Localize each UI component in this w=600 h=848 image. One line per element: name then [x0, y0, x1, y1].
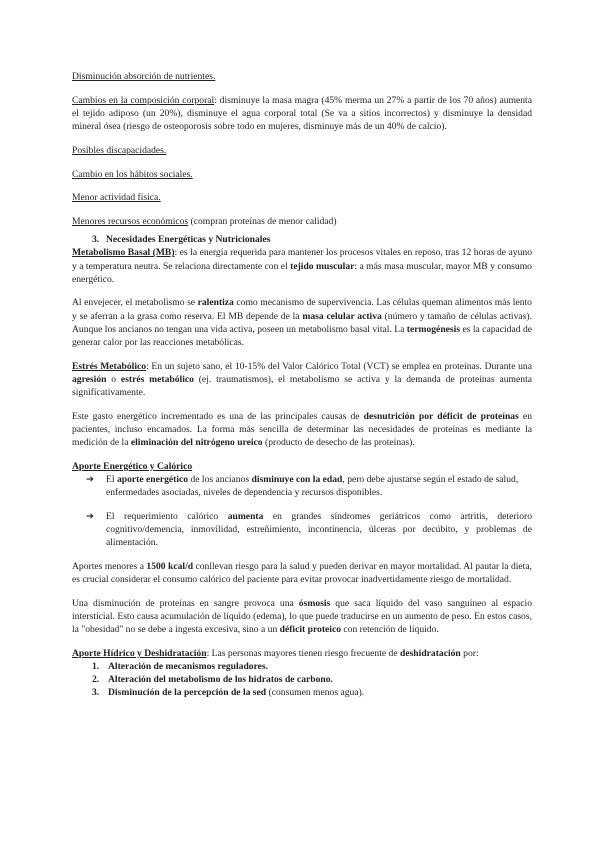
dehydration-causes-list: [72, 660, 532, 700]
arrow-icon: ➔: [86, 510, 95, 522]
arrow-icon: ➔: [86, 474, 95, 486]
metabolic-stress-paragraph: Estrés Metabólico: En un sujeto sano, el 10-15% del Valor Calórico Total (VCT) se emplea en proteínas. Durante una agresión o estrés metabólico (ej. traumatismos), el metabolismo se activa y la demanda de proteínas aumenta significativamente.: [72, 360, 532, 399]
list-item: ➔ El requerimiento calórico aumenta en grandes síndromes geriátricos como artritis, deterioro cognitivo/demencia, inmovilidad, estreñimiento, incontinencia, úlceras por decúbito, y problemas de alimentación.: [86, 510, 532, 548]
nutrient-absorption-item: Disminución absorción de nutrientes.: [72, 71, 216, 82]
economic-resources-item: Menores recursos económicos (compran proteínas de menor calidad): [72, 215, 337, 227]
list-item: 1. Alteración de mecanismos reguladores.: [92, 660, 269, 672]
body-composition-paragraph: Cambios en la composición corporal: disminuye la masa magra (45% merma un 27% a partir de los 70 años) aumenta el tejido adiposo (un 20%), disminuye el agua corporal total (Se va a sitios incorrectos) y disminuye la densidad mineral ósea (riesgo de osteoporosis sobre todo en mujeres, disminuye más de un 40% de calcio).: [72, 94, 532, 133]
list-item: 3. Disminución de la percepción de la sed (consumen menos agua).: [92, 687, 365, 699]
disabilities-item: Posibles discapacidades.: [72, 144, 167, 156]
document-page: [72, 70, 532, 700]
energy-intake-list: [72, 473, 532, 549]
protein-decrease-paragraph: Una disminución de proteínas en sangre provoca una ósmosis que saca líquido del vaso sanguíneo al espacio intersticial. Esto causa acumulación de líquido (edema), lo que puede traducirse en un aumento de peso. En estos casos, la "obesidad" no se debe a ingesta excesiva, sino a un déficit proteico con retención de líquido.: [72, 597, 532, 635]
energy-intake-heading: Aporte Energético y Calórico: [72, 460, 193, 472]
section-heading: 3. Necesidades Energéticas y Nutricionales: [92, 234, 271, 246]
aging-metabolism-paragraph: Al envejecer, el metabolismo se ralentiza como mecanismo de supervivencia. Las células queman alimentos más lento y se aferran a la grasa como reserva. El MB depende de la masa celular activa (número y tamaño de células activas). Aunque los ancianos no tengan una vida activa, poseen un metabolismo basal vital. La termogénesis es la capacidad de generar calor por las reacciones metabólicas.: [72, 297, 532, 349]
low-intake-paragraph: Aportes menores a 1500 kcal/d conllevan riesgo para la salud y pueden derivar en mayor mortalidad. Al pautar la dieta, es crucial considerar el consumo calórico del paciente para evitar provocar inadvertidamente riesgo de mortalidad.: [72, 560, 532, 585]
hydration-paragraph: Aporte Hídrico y Deshidratación: Las personas mayores tienen riesgo frecuente de deshidratación por:: [72, 647, 479, 659]
social-habits-item: Cambio en los hábitos sociales.: [72, 168, 193, 180]
basal-metabolism-paragraph: Metabolismo Basal (MB): es la energía requerida para mantener los procesos vitales en reposo, tras 12 horas de ayuno y a temperatura neutra. Se relaciona directamente con el tejido muscular: a más masa muscular, mayor MB y consumo energético.: [72, 247, 532, 285]
physical-activity-item: Menor actividad física.: [72, 192, 161, 204]
list-item: ➔ El aporte energético de los ancianos disminuye con la edad, pero debe ajustarse según el estado de salud, enfermedades asociadas, niveles de dependencia y recursos disponibles.: [86, 474, 519, 499]
list-item: 2. Alteración del metabolismo de los hidratos de carbono.: [92, 674, 333, 686]
energy-expenditure-paragraph: Este gasto energético incrementado es una de las principales causas de desnutrición por déficit de proteínas en pacientes, incluso encamados. La forma más sencilla de determinar las necesidades de proteínas es mediante la medición de la eliminación del nitrógeno ureico (producto de desecho de las proteínas).: [72, 410, 532, 449]
